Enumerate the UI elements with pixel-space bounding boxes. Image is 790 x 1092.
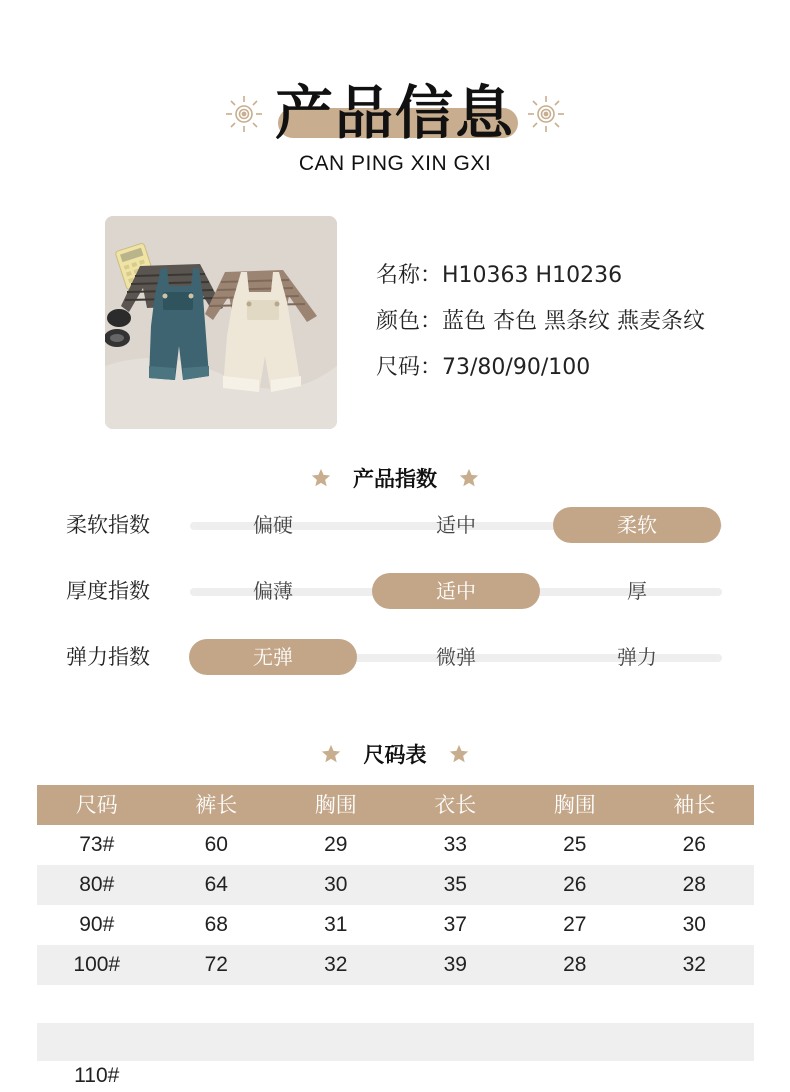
table-cell: 31: [324, 913, 348, 936]
product-size-value: 73/80/90/100: [442, 355, 591, 380]
index-option: 弹力: [617, 645, 657, 669]
table-extra-size-label: 110#: [74, 1064, 120, 1087]
table-header-cell: 胸围: [314, 793, 357, 817]
table-cell: 32: [324, 953, 348, 976]
product-size: [376, 350, 590, 381]
table-cell: 26: [682, 833, 706, 856]
product-name-label: 名称：: [376, 263, 443, 288]
index-option-selected: 适中: [372, 573, 540, 609]
table-row: [37, 905, 754, 945]
table-row: [37, 865, 754, 905]
table-row: [37, 825, 754, 865]
thickness-index-row: [0, 573, 790, 613]
table-cell: 72: [204, 953, 228, 976]
table-header-cell: 袖长: [673, 793, 716, 817]
table-cell: 80#: [79, 873, 115, 896]
index-label: 柔软指数: [66, 513, 150, 537]
table-cell: 27: [563, 913, 587, 936]
index-option: 偏硬: [253, 513, 293, 537]
table-cell: 32: [682, 953, 706, 976]
elasticity-index-row: [0, 639, 790, 679]
index-label: 厚度指数: [66, 579, 150, 603]
table-cell: 100#: [73, 953, 121, 976]
index-option-selected: 柔软: [553, 507, 721, 543]
table-cell: 29: [324, 833, 348, 856]
index-option: 偏薄: [253, 579, 293, 603]
index-option: 微弹: [436, 645, 476, 669]
product-color-value: 蓝色 杏色 黑条纹 燕麦条纹: [442, 309, 705, 334]
product-photo: [105, 216, 337, 429]
table-header: [37, 785, 754, 825]
table-cell: 30: [324, 873, 348, 896]
table-cell: 30: [682, 913, 706, 936]
index-label: 弹力指数: [66, 645, 150, 669]
index-section-title-text: 产品指数: [353, 467, 437, 491]
table-cell: 39: [443, 953, 467, 976]
table-cell: 68: [204, 913, 228, 936]
table-cell: 64: [204, 873, 228, 896]
table-header-cell: 裤长: [195, 793, 238, 817]
sun-ornament-icon: [526, 94, 566, 134]
table-cell: 25: [563, 833, 587, 856]
star-icon: [320, 743, 342, 765]
table-row: [37, 945, 754, 985]
table-header-cell: 尺码: [75, 793, 118, 817]
star-icon: [310, 467, 332, 489]
table-header-cell: 胸围: [553, 793, 596, 817]
size-section-title: [0, 739, 790, 769]
softness-index-row: [0, 507, 790, 547]
sun-ornament-icon: [224, 94, 264, 134]
product-size-label: 尺码：: [376, 355, 443, 380]
table-cell: 60: [204, 833, 228, 856]
star-icon: [448, 743, 470, 765]
product-name-value: H10363 H10236: [442, 263, 623, 288]
index-option-selected: 无弹: [189, 639, 357, 675]
index-section-title: [0, 463, 790, 493]
index-option: 厚: [627, 579, 647, 603]
table-cell: 37: [443, 913, 467, 936]
product-color: [376, 304, 705, 335]
table-header-cell: 衣长: [434, 793, 477, 817]
table-cell: 90#: [79, 913, 115, 936]
index-option: 适中: [436, 513, 476, 537]
table-cell: 73#: [79, 833, 115, 856]
table-cell: 33: [443, 833, 467, 856]
size-table: [37, 785, 754, 1061]
size-section-title-text: 尺码表: [363, 743, 427, 767]
table-row-empty: [37, 985, 754, 1023]
product-name: [376, 258, 622, 289]
table-cell: 28: [563, 953, 587, 976]
page-subtitle: CAN PING XIN GXI: [298, 152, 492, 175]
table-row-empty: [37, 1023, 754, 1061]
product-color-label: 颜色：: [376, 309, 443, 334]
star-icon: [458, 467, 480, 489]
page-title: 产品信息: [274, 79, 515, 147]
table-cell: 35: [443, 873, 467, 896]
table-cell: 28: [682, 873, 706, 896]
table-cell: 26: [563, 873, 587, 896]
